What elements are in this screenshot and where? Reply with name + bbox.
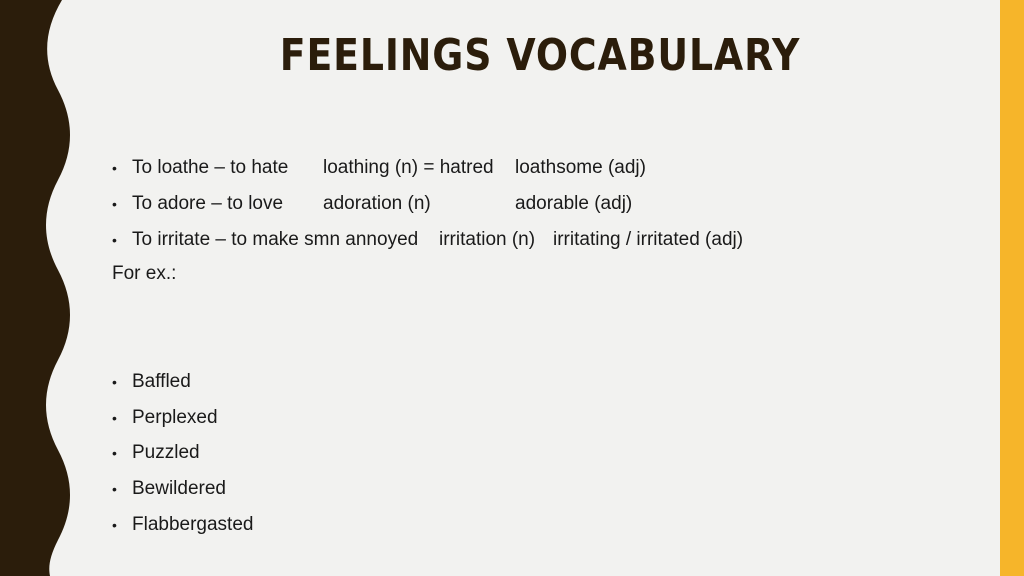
vocab-term: To irritate – to make smn annoyed bbox=[132, 229, 419, 250]
bullet: • bbox=[112, 374, 117, 390]
word-label: Puzzled bbox=[132, 442, 200, 463]
example-label: For ex.: bbox=[112, 263, 177, 284]
left-wavy-band bbox=[0, 0, 80, 576]
bullet: • bbox=[112, 410, 117, 426]
bullet: • bbox=[112, 517, 117, 533]
word-label: Perplexed bbox=[132, 407, 218, 428]
vocab-noun: adoration (n) bbox=[323, 193, 431, 214]
vocab-noun: irritation (n) bbox=[439, 229, 536, 250]
vocab-term: To loathe – to hate bbox=[132, 157, 289, 178]
word-label: Baffled bbox=[132, 371, 191, 392]
bullet: • bbox=[112, 196, 117, 212]
bullet: • bbox=[112, 160, 117, 176]
right-accent-stripe bbox=[1000, 0, 1024, 576]
word-label: Bewildered bbox=[132, 478, 226, 499]
vocab-noun: loathing (n) = hatred bbox=[323, 157, 494, 178]
bullet: • bbox=[112, 445, 117, 461]
vocab-term: To adore – to love bbox=[132, 193, 284, 214]
slide-title: FEELINGS VOCABULARY bbox=[279, 30, 801, 81]
bullet: • bbox=[112, 481, 117, 497]
vocab-adjective: adorable (adj) bbox=[515, 193, 633, 214]
bullet: • bbox=[112, 232, 117, 248]
vocab-adjective: loathsome (adj) bbox=[515, 157, 646, 178]
word-label: Flabbergasted bbox=[132, 514, 254, 535]
vocab-adjective: irritating / irritated (adj) bbox=[553, 229, 744, 250]
